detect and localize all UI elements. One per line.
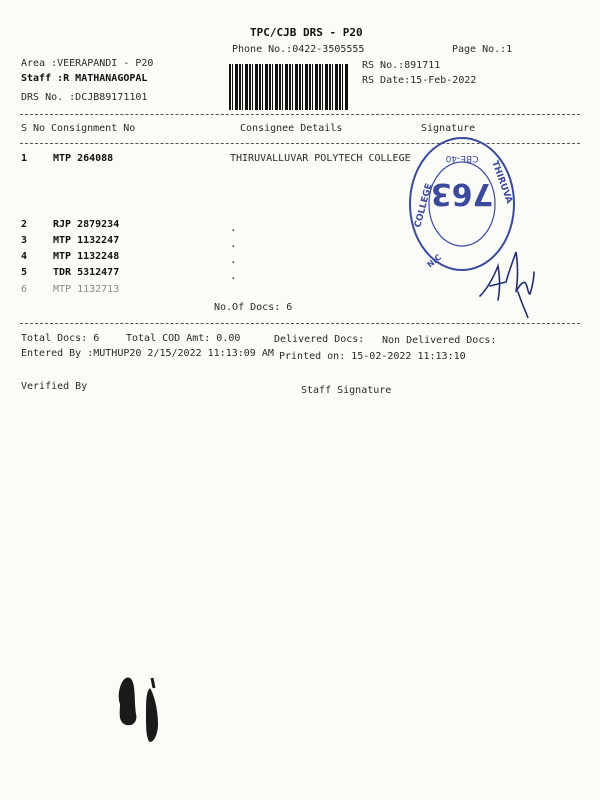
- column-header-signature: Signature: [421, 123, 476, 134]
- row-sno: 2: [21, 219, 28, 230]
- stamp-right-text: THIRUVA: [489, 159, 514, 205]
- docs-count: No.Of Docs: 6: [214, 302, 293, 313]
- row-sno: 4: [21, 251, 28, 262]
- stamp-top-text: CBE-40: [445, 153, 479, 163]
- printed-on: Printed on: 15-02-2022 11:13:10: [279, 351, 466, 362]
- handwritten-signature-icon: [476, 248, 538, 318]
- entered-by: Entered By :MUTHUP20 2/15/2022 11:13:09 AM: [21, 348, 274, 359]
- delivered-docs: Delivered Docs:: [274, 334, 365, 345]
- row-consignee: .: [230, 269, 237, 282]
- row-consignment: MTP 1132713: [53, 284, 120, 295]
- rs-number: RS No.:891711: [362, 60, 441, 71]
- column-header-consignment: Consignment No: [51, 123, 136, 134]
- divider: [20, 323, 580, 324]
- row-consignee: .: [230, 253, 237, 266]
- row-consignee: THIRUVALLUVAR POLYTECH COLLEGE: [230, 153, 411, 164]
- stamp-left-text: COLLEGE: [413, 182, 435, 229]
- barcode-image: [229, 64, 349, 110]
- row-consignment: MTP 264088: [53, 153, 114, 164]
- row-consignee: .: [230, 237, 237, 250]
- row-sno: 3: [21, 235, 28, 246]
- stamp-bottom-text: NIC: [425, 252, 444, 270]
- row-consignment: TDR 5312477: [53, 267, 120, 278]
- total-docs: Total Docs: 6: [21, 333, 100, 344]
- rs-date: RS Date:15-Feb-2022: [362, 75, 477, 86]
- row-sno: 5: [21, 267, 28, 278]
- stamp-number: 763: [430, 176, 494, 211]
- divider: [20, 114, 580, 115]
- page-number: Page No.:1: [452, 44, 513, 55]
- row-consignee: .: [230, 221, 237, 234]
- column-header-consignee: Consignee Details: [240, 123, 343, 134]
- drs-number: DRS No. :DCJB89171101: [21, 92, 148, 103]
- row-sno: 1: [21, 153, 28, 164]
- area-field: Area :VEERAPANDI - P20: [21, 58, 154, 69]
- column-header-sno: S No: [21, 123, 46, 134]
- row-consignment: MTP 1132248: [53, 251, 120, 262]
- total-cod-amount: Total COD Amt: 0.00: [126, 333, 241, 344]
- verified-by-label: Verified By: [21, 381, 88, 392]
- staff-field: Staff :R MATHANAGOPAL: [21, 73, 148, 84]
- thumb-impression-icon: [114, 664, 164, 744]
- phone-number: Phone No.:0422-3505555: [232, 44, 365, 55]
- document-title: TPC/CJB DRS - P20: [250, 26, 363, 39]
- row-sno: 6: [21, 284, 28, 295]
- staff-signature-label: Staff Signature: [301, 385, 392, 396]
- row-consignment: MTP 1132247: [53, 235, 120, 246]
- row-consignment: RJP 2879234: [53, 219, 120, 230]
- non-delivered-docs: Non Delivered Docs:: [382, 335, 497, 346]
